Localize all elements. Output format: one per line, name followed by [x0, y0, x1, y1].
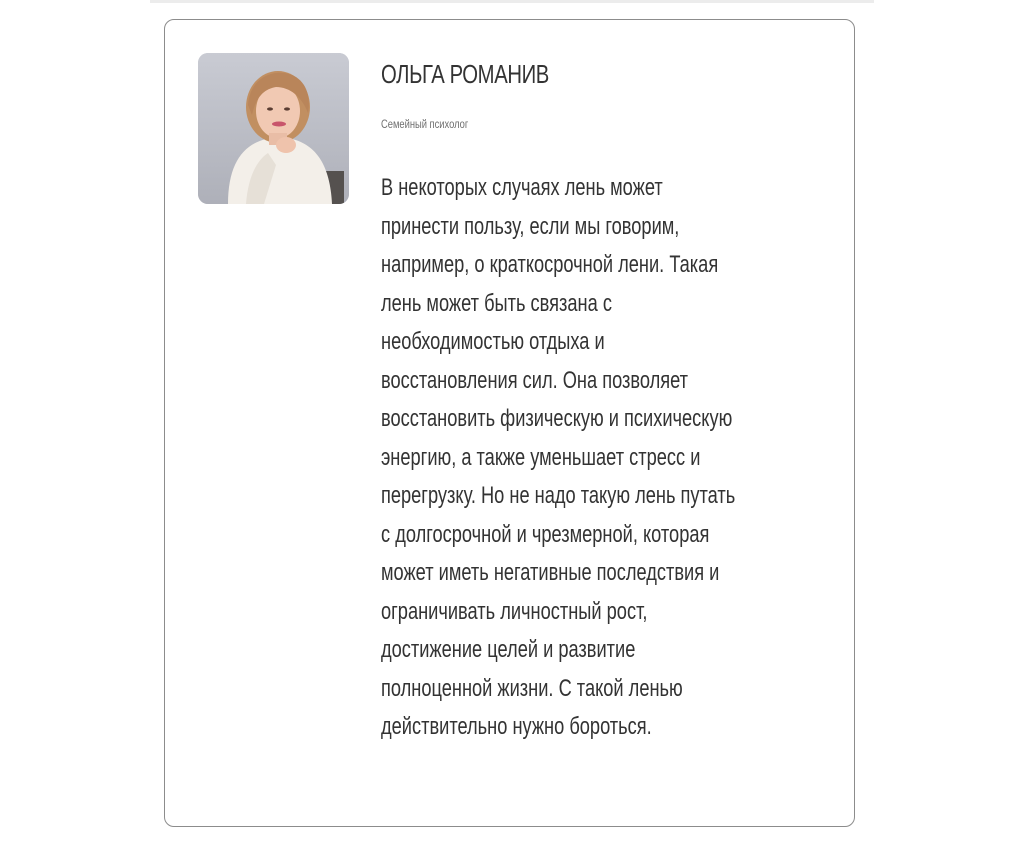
quote-line: восстановления сил. Она позволяет — [381, 366, 689, 394]
quote-text — [381, 169, 851, 747]
quote-line: достижение целей и развитие — [381, 636, 636, 663]
quote-line: восстановить физическую и психическую — [381, 405, 733, 432]
quote-line: принести пользу, если мы говорим, — [381, 212, 680, 240]
quote-line: полноценной жизни. С такой ленью — [381, 674, 683, 702]
quote-line: действительно нужно бороться. — [381, 713, 652, 740]
expert-quote-card — [164, 19, 855, 827]
author-role: Семейный психолог — [381, 117, 469, 131]
quote-line: может иметь негативные последствия и — [381, 559, 720, 586]
top-divider — [150, 0, 874, 3]
author-name: ОЛЬГА РОМАНИВ — [381, 59, 549, 89]
quote-line: например, о краткосрочной лени. Такая — [381, 251, 719, 278]
quote-line: перегрузку. Но не надо такую лень путать — [381, 482, 736, 509]
quote-line: необходимостью отдыха и — [381, 328, 605, 355]
quote-line: В некоторых случаях лень может — [381, 174, 663, 201]
portrait-photo-icon — [198, 53, 349, 204]
quote-line: ограничивать личностный рост, — [381, 597, 648, 625]
quote-line: лень может быть связана с — [381, 289, 612, 317]
quote-line: с долгосрочной и чрезмерной, которая — [381, 520, 710, 548]
quote-line: энергию, а также уменьшает стресс и — [381, 443, 701, 471]
avatar — [198, 53, 349, 204]
